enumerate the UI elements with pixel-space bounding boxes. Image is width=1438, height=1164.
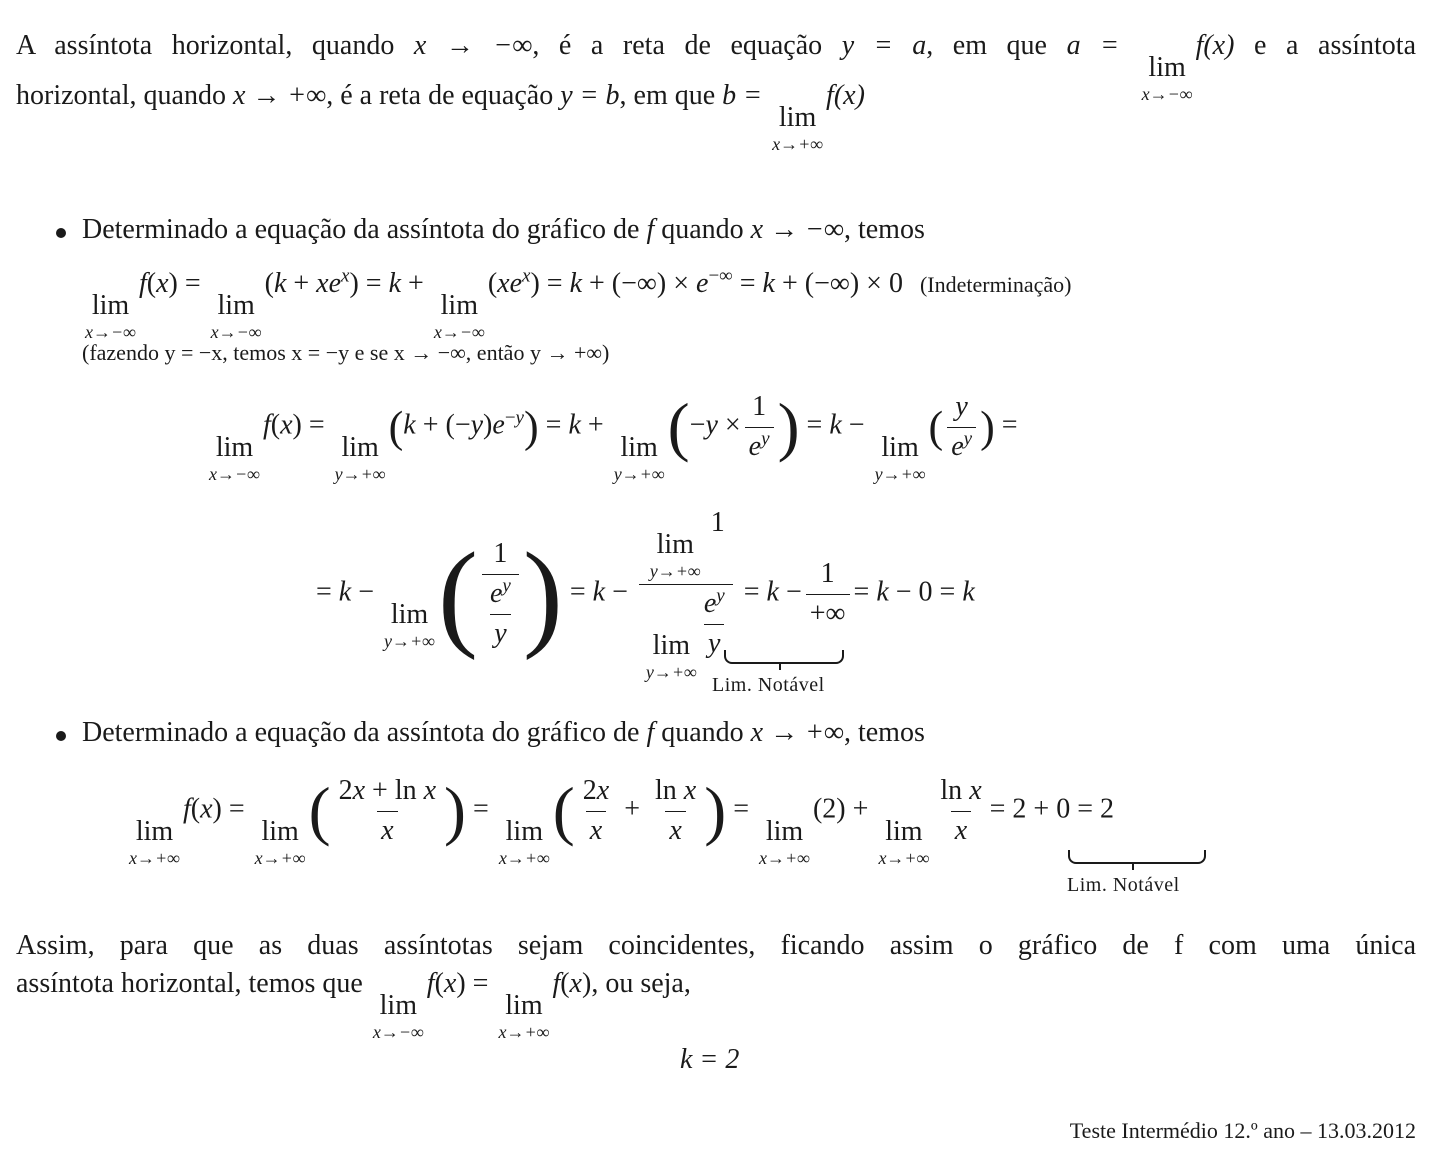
bullet-point: [56, 731, 66, 741]
substitution-note: (fazendo y = −x, temos x = −y e se x → −∞, então y → +∞): [82, 340, 610, 365]
intro-line-2: horizontal, quando x → +∞, é a reta de equação y = b, em que b = lim x→+∞ f(x): [16, 80, 865, 155]
intro-line-1: A assíntota horizontal, quando x → −∞, é a reta de equação y = a, em que a = lim x→−∞ f(x) e a assíntota: [16, 30, 1416, 105]
derivation-line-3: lim x→+∞ f(x) = lim x→+∞ ( $\frac{\text{2x + ln x}}{x}$ ) = lim x→+∞ ( $\frac{2x}{x}$ + $\frac{\text{ln x}}{x}$ ) = lim x→+∞ (2) + lim x→+∞ $\frac{\text{ln x}}{x}$ = 2 + 0 = 2: [129, 774, 1114, 869]
underbrace: [724, 650, 844, 664]
final-answer: k = 2: [680, 1044, 740, 1075]
indeterminacy-label: (Indeterminação): [919, 272, 1072, 297]
solution-page: [16, 0, 1416, 1164]
notable-limit-label-2: Lim. Notável: [1067, 874, 1180, 896]
underbrace: [1068, 850, 1206, 864]
limit-operator: lim x→−∞: [1141, 52, 1193, 105]
derivation-line-2: = k − lim y→+∞ ( $\frac{1}{\frac{e^y}{y}}$ ) = k − lim y→+∞ 1 lim y→+∞ $\frac{e^y}{y}$ = k − $\frac{1}{+\infty}$ = k − 0 = k: [316, 507, 975, 682]
conclusion-line-1: Assim, para que as duas assíntotas sejam coincidentes, ficando assim o gráfico de f com uma única: [16, 930, 1416, 961]
bullet2-heading: Determinado a equação da assíntota do gráfico de f quando x → +∞, temos: [82, 717, 925, 748]
bullet1-limit-line: lim x→−∞ f(x) = lim x→−∞ $(k + xe^x) = k$ + lim x→−∞ $(xe^x) = k$ + (−∞) × e−∞ = k + (−∞) × 0 (Indeterminação): [85, 265, 1072, 343]
conclusion-line-2: assíntota horizontal, temos que lim x→−∞ f(x) = lim x→+∞ f(x), ou seja,: [16, 968, 691, 1043]
source-footer: Teste Intermédio 12.º ano – 13.03.2012: [1069, 1118, 1416, 1143]
derivation-line-1: lim x→−∞ f(x) = lim y→+∞ $(k + (-y)e^{-y}) = k$ + lim y→+∞ (−y × $\frac{1}{e^y}$ ) = k − lim y→+∞ ( $\frac{y}{e^y}$ ) =: [209, 390, 1018, 485]
bullet1-heading: Determinado a equação da assíntota do gráfico de f quando x → −∞, temos: [82, 214, 925, 245]
bullet-point: [56, 228, 66, 238]
notable-limit-label-1: Lim. Notável: [712, 674, 825, 696]
limit-operator: lim x→+∞: [772, 102, 824, 155]
